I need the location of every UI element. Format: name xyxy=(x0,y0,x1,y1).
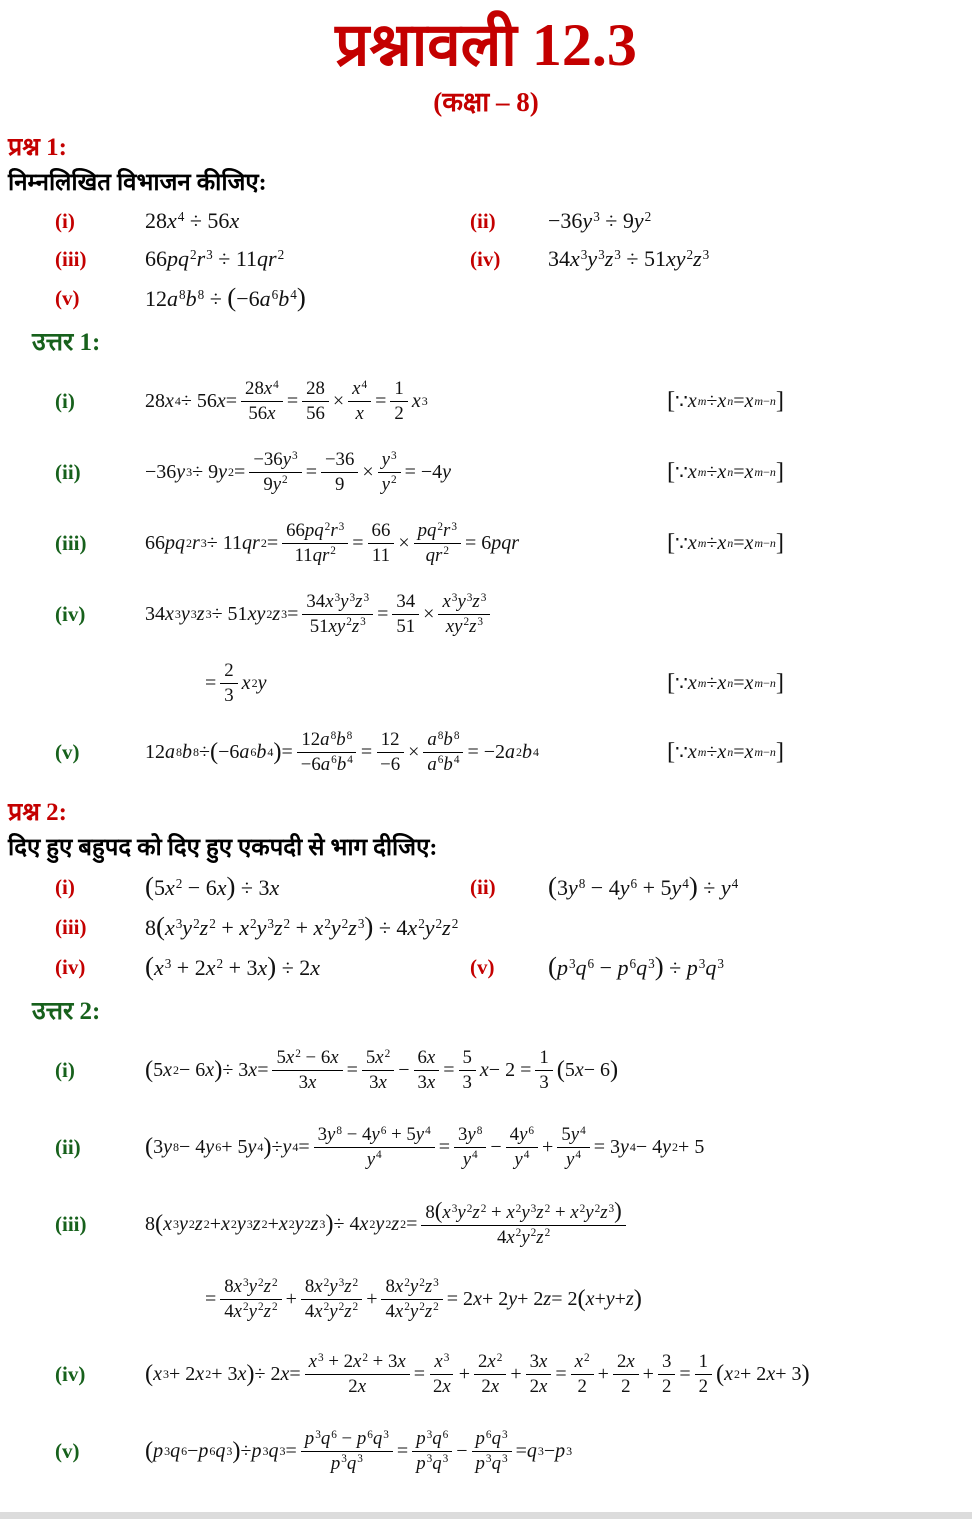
answer-line xyxy=(0,1118,972,1176)
fraction: $\frac{1}{2}$ xyxy=(390,378,407,423)
answer-1-heading: उत्तर 1: xyxy=(32,329,101,356)
fraction: $\frac{34x^3y^3z^3}{51xy^2z^3}$ xyxy=(302,591,373,636)
item-label: (v) xyxy=(55,1438,80,1463)
fraction: $\frac{p^3q^6 - p^6q^3}{p^3q^3}$ xyxy=(301,1428,393,1473)
page-footer-strip xyxy=(0,1512,972,1519)
math-work: = $\frac{8x^3y^2z^2}{4x^2y^2z^2}$ + $\frac{8x^2y^3z^2}{4x^2y^2z^2}$ + $\frac{8x^2y^2z^3}{4x^2y^2z^2}$ = 2 x + 2 y + 2 z = 2 ( x + y + z ) xyxy=(205,1276,642,1322)
fraction: $\frac{8x^2y^3z^2}{4x^2y^2z^2}$ xyxy=(301,1276,362,1321)
identity-note: [ ∵ x m ÷ x n = x m−n ] xyxy=(666,528,784,556)
fraction: $\frac{12}{-6}$ xyxy=(376,729,404,774)
fraction: $\frac{8x^3y^2z^2}{4x^2y^2z^2}$ xyxy=(220,1276,281,1321)
item-label: (iii) xyxy=(55,246,87,271)
answer-line xyxy=(0,723,972,781)
fraction: $\frac{p^6q^3}{p^3q^3}$ xyxy=(472,1428,512,1473)
fraction: $\frac{-36y^3}{9y^2}$ xyxy=(249,449,301,494)
fraction: $\frac{8x^2y^2z^3}{4x^2y^2z^2}$ xyxy=(381,1276,442,1321)
question-1-intro: निम्नलिखित विभाजन कीजिए: xyxy=(8,170,267,196)
answer-line xyxy=(0,1422,972,1480)
fraction: $\frac{x^3y^3z^3}{xy^2z^3}$ xyxy=(438,591,490,636)
fraction: $\frac{2}{3}$ xyxy=(220,660,237,705)
item-label: (v) xyxy=(55,739,80,764)
fraction: $\frac{5x^2 - 6x}{3x}$ xyxy=(272,1047,342,1092)
item-label: (v) xyxy=(55,285,80,310)
identity-note: [ ∵ x m ÷ x n = x m−n ] xyxy=(666,386,784,414)
question-2-intro: दिए हुए बहुपद को दिए हुए एकपदी से भाग दीजिए: xyxy=(8,835,438,861)
math-expression: $34x^3y^3z^3 \div 51xy^2z^3$ xyxy=(548,246,710,271)
fraction: $\frac{x^3}{2x}$ xyxy=(429,1351,455,1396)
answer-line xyxy=(0,1195,972,1253)
answer-line xyxy=(0,585,972,643)
answer-1-lines xyxy=(0,372,972,781)
fraction: $\frac{2x^2}{2x}$ xyxy=(474,1351,506,1396)
question-2-section xyxy=(0,794,972,1480)
math-work: ( x 3 + 2 x 2 + 3 x ) ÷ 2 x = $\frac{x^3 + 2x^2 + 3x}{2x}$ = $\frac{x^3}{2x}$ + $\frac{2x^2}{2x}$ + $\frac{3x}{2x}$ = $\frac{x^2}{2}$ + $\frac{2x}{2}$ + $\frac{3}{2}$ = $\frac{1}{2}$ ( x 2 + 2 x + 3 ) xyxy=(145,1351,810,1397)
fraction: $\frac{28}{56}$ xyxy=(302,378,329,423)
answer-line xyxy=(0,443,972,501)
fraction: $\frac{66}{11}$ xyxy=(368,520,395,565)
item-label: (iii) xyxy=(55,914,87,939)
fraction: $\frac{1}{3}$ xyxy=(535,1047,552,1092)
fraction: $\frac{5y^4}{y^4}$ xyxy=(557,1124,589,1169)
fraction: $\frac{28x^4}{56x}$ xyxy=(241,378,283,423)
fraction: $\frac{3y^8}{y^4}$ xyxy=(454,1124,486,1169)
item-label: (iv) xyxy=(55,954,86,979)
math-work: −36 y 3 ÷ 9 y 2 = $\frac{-36y^3}{9y^2}$ = $\frac{-36}{9}$ × $\frac{y^3}{y^2}$ = −4 y xyxy=(145,449,452,495)
item-label: (i) xyxy=(55,208,75,233)
math-work: ( p 3 q 6 − p 6 q 3 ) ÷ p 3 q 3 = $\frac{p^3q^6 - p^6q^3}{p^3q^3}$ = $\frac{p^3q^6}{p^3q^3}$ − $\frac{p^6q^3}{p^3q^3}$ = q 3 − p 3 xyxy=(145,1428,573,1474)
answer-2-heading: उत्तर 2: xyxy=(32,998,101,1025)
fraction: $\frac{p^3q^6}{p^3q^3}$ xyxy=(412,1428,452,1473)
item-label: (ii) xyxy=(55,459,81,484)
math-expression: $(3y^8 - 4y^6 + 5y^4) \div y^4$ xyxy=(548,871,739,901)
math-expression: $66pq^2r^3 \div 11qr^2$ xyxy=(145,246,285,271)
answer-line xyxy=(0,514,972,572)
fraction: $\frac{2x}{2}$ xyxy=(613,1351,639,1396)
identity-note: [ ∵ x m ÷ x n = x m−n ] xyxy=(666,668,784,696)
fraction: $\frac{3y^8 - 4y^6 + 5y^4}{y^4}$ xyxy=(314,1124,435,1169)
fraction: $\frac{6x}{3x}$ xyxy=(414,1047,440,1092)
answer-line xyxy=(0,656,972,710)
identity-note: [ ∵ x m ÷ x n = x m−n ] xyxy=(666,737,784,765)
item-label: (ii) xyxy=(470,874,496,899)
math-expression: $(5x^2 - 6x) \div 3x$ xyxy=(145,871,280,901)
fraction: $\frac{x^3 + 2x^2 + 3x}{2x}$ xyxy=(305,1351,410,1396)
math-expression: $-36y^3 \div 9y^2$ xyxy=(548,208,652,233)
item-label: (iii) xyxy=(55,1211,87,1236)
fraction: $\frac{8(x^3y^2z^2 + x^2y^3z^2 + x^2y^2z^3)}{4x^2y^2z^2}$ xyxy=(421,1200,625,1247)
math-work: 8 ( x 3 y 2 z 2 + x 2 y 3 z 2 + x 2 y 2 z 3 ) ÷ 4 x 2 y 2 z 2 = $\frac{8(x^3y^2z^2 + x^2y^3z^2 + x^2y^2z^3)}{4x^2y^2z^2}$ xyxy=(145,1200,630,1247)
item-label: (v) xyxy=(470,954,495,979)
fraction: $\frac{-36}{9}$ xyxy=(321,449,358,494)
fraction: $\frac{34}{51}$ xyxy=(392,591,419,636)
fraction: $\frac{x^4}{x}$ xyxy=(348,378,371,423)
answer-line xyxy=(0,372,972,430)
fraction: $\frac{a^8b^8}{a^6b^4}$ xyxy=(423,729,463,774)
math-work: 66 pq 2 r 3 ÷ 11 qr 2 = $\frac{66pq^2r^3}{11qr^2}$ = $\frac{66}{11}$ × $\frac{pq^2r^3}{qr^2}$ = 6 pqr xyxy=(145,520,520,566)
fraction: $\frac{12a^8b^8}{-6a^6b^4}$ xyxy=(297,729,357,774)
math-work: 34 x 3 y 3 z 3 ÷ 51 xy 2 z 3 = $\frac{34x^3y^3z^3}{51xy^2z^3}$ = $\frac{34}{51}$ × $\frac{x^3y^3z^3}{xy^2z^3}$ xyxy=(145,591,494,636)
item-label: (iii) xyxy=(55,530,87,555)
fraction: $\frac{1}{2}$ xyxy=(695,1351,712,1396)
item-label: (i) xyxy=(55,388,75,413)
fraction: $\frac{5x^2}{3x}$ xyxy=(362,1047,394,1092)
math-expression: $(p^3q^6 - p^6q^3) \div p^3q^3$ xyxy=(548,951,724,981)
math-work: = $\frac{2}{3}$ x 2 y xyxy=(205,660,267,706)
exercise-title: प्रश्नावली 12.3 xyxy=(335,12,637,78)
math-work: 28 x 4 ÷ 56 x = $\frac{28x^4}{56x}$ = $\frac{28}{56}$ × $\frac{x^4}{x}$ = $\frac{1}{2}$ x 3 xyxy=(145,378,428,424)
answer-line xyxy=(0,1272,972,1326)
item-label: (ii) xyxy=(470,208,496,233)
math-expression: $(x^3 + 2x^2 + 3x) \div 2x$ xyxy=(145,951,321,981)
math-expression: $28x^4 \div 56x$ xyxy=(145,208,240,233)
math-work: 12 a 8 b 8 ÷ ( −6 a 6 b 4 ) = $\frac{12a^8b^8}{-6a^6b^4}$ = $\frac{12}{-6}$ × $\frac{a^8b^8}{a^6b^4}$ = −2 a 2 b 4 xyxy=(145,729,540,775)
answer-2-lines xyxy=(0,1041,972,1480)
item-label: (iv) xyxy=(470,246,501,271)
answer-line xyxy=(0,1345,972,1403)
class-label: (कक्षा – 8) xyxy=(433,87,539,117)
fraction: $\frac{y^3}{y^2}$ xyxy=(378,449,401,494)
math-expression: $8(x^3y^2z^2 + x^2y^3z^2 + x^2y^2z^3) \div 4x^2y^2z^2$ xyxy=(145,911,459,941)
question-2-heading: प्रश्न 2: xyxy=(8,799,67,826)
fraction: $\frac{4y^6}{y^4}$ xyxy=(506,1124,538,1169)
item-label: (iv) xyxy=(55,601,86,626)
item-label: (i) xyxy=(55,874,75,899)
item-label: (i) xyxy=(55,1057,75,1082)
identity-note: [ ∵ x m ÷ x n = x m−n ] xyxy=(666,457,784,485)
item-label: (iv) xyxy=(55,1361,86,1386)
fraction: $\frac{pq^2r^3}{qr^2}$ xyxy=(414,520,461,565)
question-2-items xyxy=(0,873,972,981)
math-work: ( 5 x 2 − 6 x ) ÷ 3 x = $\frac{5x^2 - 6x}{3x}$ = $\frac{5x^2}{3x}$ − $\frac{6x}{3x}$ = $\frac{5}{3}$ x − 2 = $\frac{1}{3}$ ( 5 x − 6 ) xyxy=(145,1047,619,1093)
fraction: $\frac{3}{2}$ xyxy=(658,1351,675,1396)
question-1-items xyxy=(0,208,972,312)
fraction: $\frac{66pq^2r^3}{11qr^2}$ xyxy=(282,520,348,565)
math-expression: $12a^8b^8 \div (-6a^6b^4)$ xyxy=(145,282,306,312)
answer-line xyxy=(0,1041,972,1099)
question-1-section xyxy=(0,129,972,781)
item-label: (ii) xyxy=(55,1134,81,1159)
fraction: $\frac{3x}{2x}$ xyxy=(526,1351,552,1396)
fraction: $\frac{5}{3}$ xyxy=(459,1047,476,1092)
math-work: ( 3 y 8 − 4 y 6 + 5 y 4 ) ÷ y 4 = $\frac{3y^8 - 4y^6 + 5y^4}{y^4}$ = $\frac{3y^8}{y^4}$ − $\frac{4y^6}{y^4}$ + $\frac{5y^4}{y^4}$ = 3 y 4 − 4 y 2 + 5 xyxy=(145,1124,705,1170)
question-1-heading: प्रश्न 1: xyxy=(8,134,67,161)
fraction: $\frac{x^2}{2}$ xyxy=(571,1351,594,1396)
